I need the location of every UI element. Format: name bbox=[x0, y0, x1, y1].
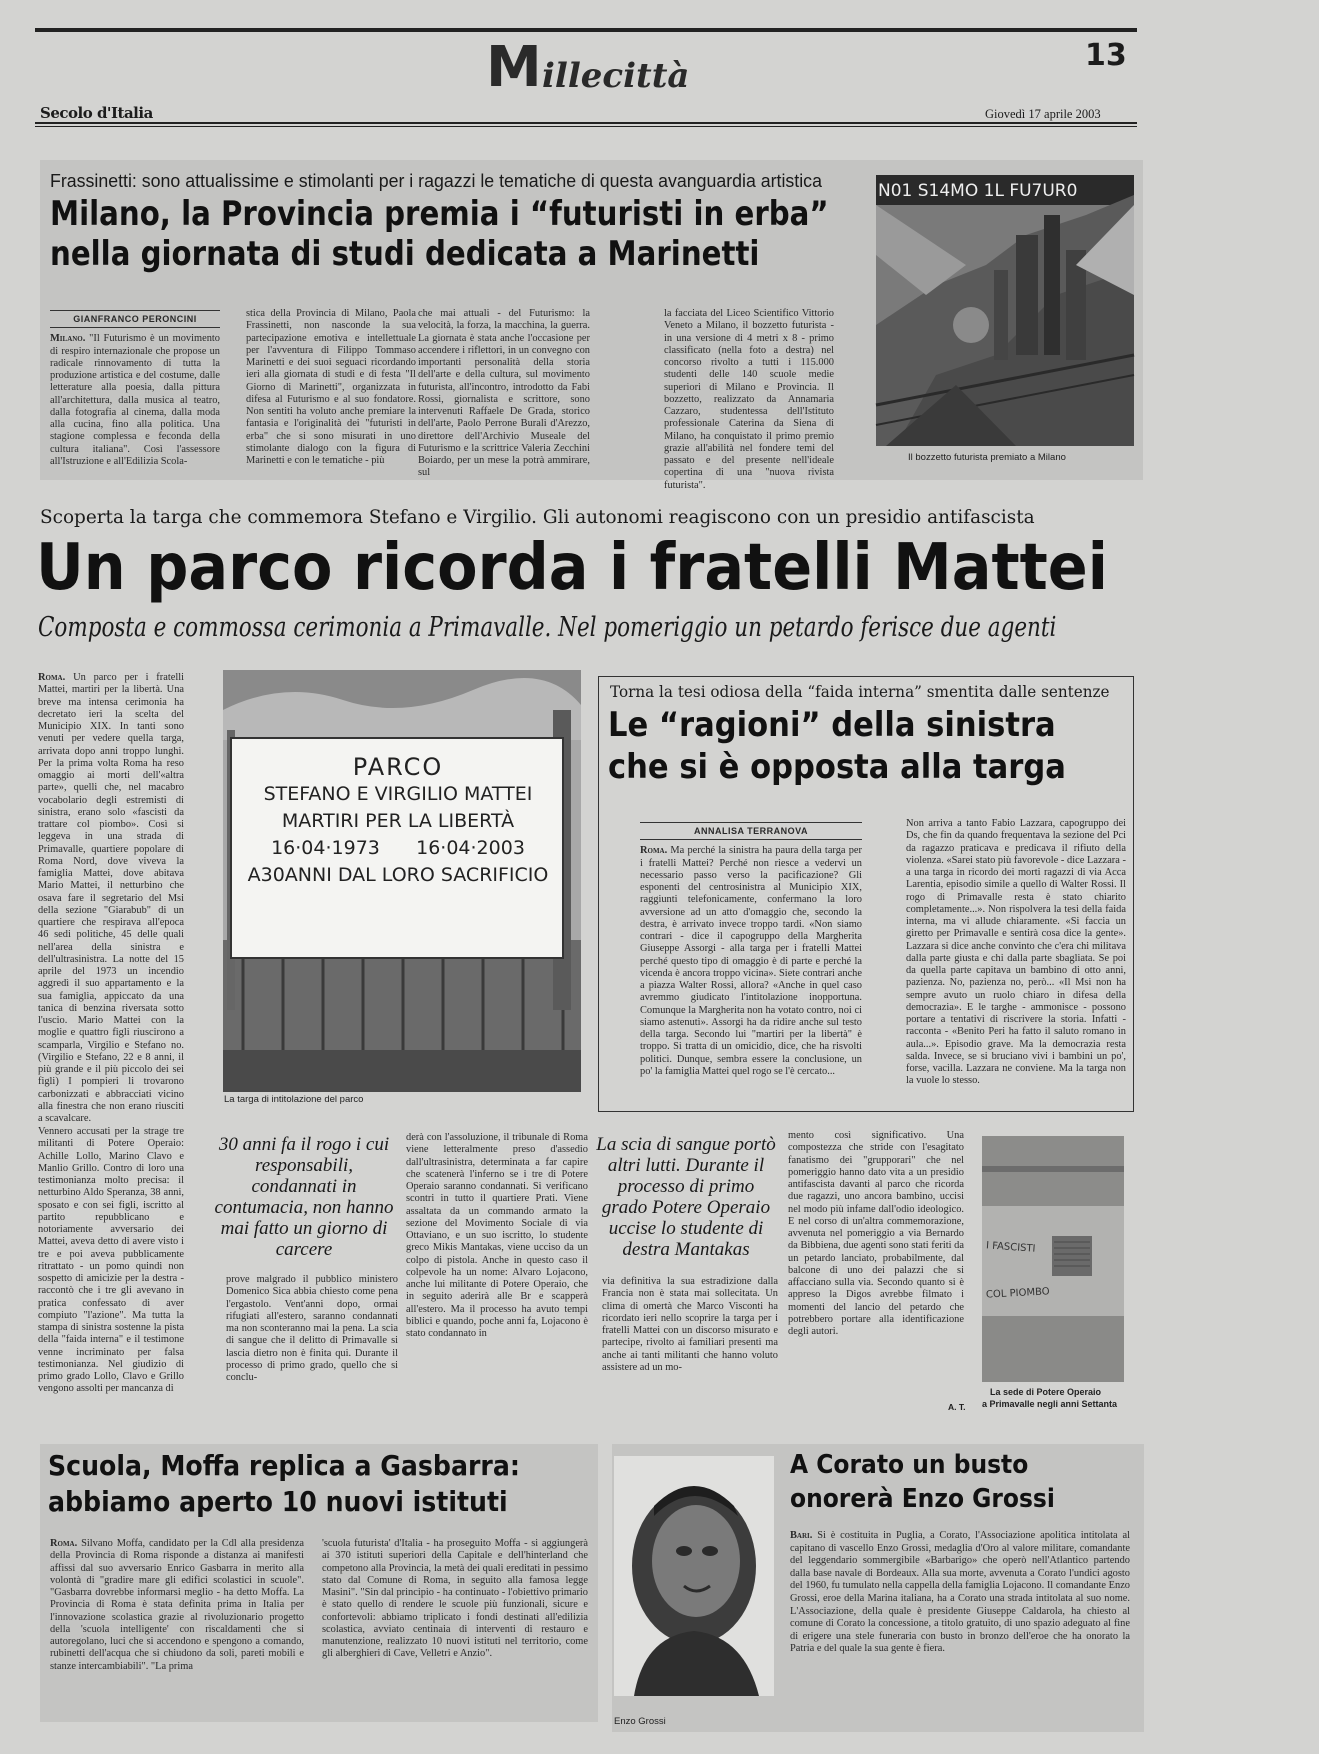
article1-text-1: "Il Futurismo è un movimento di respiro internazionale che propose un radicale rinnovamento di tutta la produzione artistica e del costume, dalle letterature alla poesia, dalla pittura all'architettura, dalla musica al teatro, dalla fotografia al cinema, dalla moda alla cucina, fino alla politica. Una stagione complessa e feconda della cultura italiana". Così l'assessore all'Istruzione e all'Edilizia Scola- bbox=[50, 333, 220, 467]
article1-dateline: Milano. bbox=[50, 333, 86, 345]
article2-text-1b: Vennero accusati per la strage tre militanti di Potere Operaio: Achille Lollo, Marino Clavo e Manlio Grillo. Contro di loro una testimonianza molto precisa: il netturbino Aldo Speranza, 38 anni, sposato e con sei figli, iscritto al partito repubblicano e notoriamente avversario dei Mattei, aveva detto di avere visto i tre e poi aveva pubblicamente ritrattato - un pomo quindi non sospetto di amicizie per la destra - raccontò che i tre gli avevano in pratica confessato di aver compiuto "l'azione". Ma tutta la stampa di sinistra sostenne la pista della "faida interna" e il testimone venne incriminato per falsa testimonianza. Nel giudizio di primo grado Lollo, Clavo e Grillo vengono assolti per mancanza di bbox=[38, 1126, 184, 1395]
futurist-artwork-image bbox=[876, 175, 1134, 446]
sidebar-col-2 bbox=[906, 818, 1126, 1098]
masthead-rule bbox=[35, 122, 1137, 124]
potere-operaio-photo bbox=[982, 1136, 1124, 1382]
article4-dateline: Bari. bbox=[790, 1530, 813, 1541]
plaque-line-5: A30ANNI DAL LORO SACRIFICIO bbox=[247, 864, 549, 886]
section-initial: M bbox=[486, 35, 542, 100]
sidebar-text-2: Non arriva a tanto Fabio Lazzara, capogruppo dei Ds, che fin da quando frequentava la sezione del Pci da ragazzo praticava e predicava il rifiuto della violenza. «Sarei stato più favorevole - dice Lazzara - a una targa in ricordo dei morti ragazzi di via Acca Larentia, episodio simile a quello di Walter Rossi. Il rogo di Primavalle resta è stato chiarito completamente...». Non rispolvera la tesi della faida interna, ma vi allude chiaramente. «Si faccia un giretto per Primavalle e sentirà cosa dice la gente». Lazzara si dice anche convinto che c'era chi militava dalla parte giusta e chi dalla parte sbagliata. Se poi da quella parte capitava un bambino di otto anni, pazienza. No, pazienza no, però... «Il Msi non ha sempre avuto un ruolo chiaro in difesa della democrazia». E le targhe - ammonisce - possono portare a tentativi di riscrivere la storia. Infatti - racconta - «Benito Peri ha fatto il saluto romano in aula...». Episodio grave. Ma la democrazia resta salda. Invece, se si bruciano vivi i bambini un po', forse, vacilla. Lazzara ne conviene. Ma la targa non la vuole lo stesso. bbox=[906, 818, 1126, 1087]
plaque-line-1: PARCO bbox=[352, 753, 444, 781]
article2-signature: A. T. bbox=[948, 1402, 966, 1412]
article1-col-4 bbox=[664, 308, 834, 491]
sidebar-byline: ANNALISA TERRANOVA bbox=[640, 822, 862, 840]
article1-col-3 bbox=[418, 308, 590, 479]
sidebar-kicker: Torna la tesi odiosa della “faida interna” smentita dalle sentenze bbox=[610, 682, 1110, 701]
article4-body bbox=[790, 1530, 1130, 1726]
article2-col-2 bbox=[226, 1274, 398, 1442]
article2-text-1: Un parco per i fratelli Mattei, martiri per la libertà. Una breve ma intensa cerimonia ha decretato ieri la scelta del Municipio XIX. In tanti sono venuti per vedere quella targa, arrivata dopo anni troppo lunghi. Per la prima volta Roma ha reso omaggio ai morti dell'«altra parte», quelli che, nel macabro vocabolario degli estremisti di sinistra, erano solo «fascisti da trattare col piombo». Così si leggeva in una strada di Primavalle, quartiere popolare di Roma Nord, dove viveva la famiglia Mattei, dove abitava Mario Mattei, il netturbino che osava fare il segretario del Msi della sezione "Giarabub" di un quartiere che respirava all'epoca 46 sedi politiche, 45 delle quali nell'area della sinistra e dell'ultrasinistra. La notte del 15 aprile del 1973 un incendio aggredì il suo appartamento e la sua famiglia, appiccato da una tanica di benzina riversata sotto l'uscio. Mario Mattei con la moglie e quattro figli riuscirono a scamparla, Virgilio e Stefano no. (Virgilio e Stefano, 22 e 8 anni, il più grande e il più piccolo dei sei figli) I pompieri li trovarono carbonizzati e abbracciati vicino alla finestra che non erano riusciti a scavalcare. bbox=[38, 672, 184, 1124]
article2-col-5 bbox=[788, 1130, 964, 1436]
article1-headline: Milano, la Provincia premia i “futuristi in erba” nella giornata di studi dedicata a Marinetti bbox=[50, 194, 829, 274]
sidebar-text-1: Ma perché la sinistra ha paura della targa per i fratelli Mattei? Perché non riesce a vedervi un necessario passo verso la pacificazione? Gli esponenti del centrosinistra al Municipio XIX, raggiunti telefonicamente, confermano la loro avversione ad un atto d'omaggio che, secondo la destra, è arrivato invece troppo tardi. «Non siamo contrari - dice il capogruppo della Margherita Giuseppe Assorgi - alla targa per i fratelli Mattei perché questo tipo di omaggio è di parte e perché la vicenda è ancora troppo vicina». Siete contrari anche a piazza Walter Rossi, allora? «Anche in quel caso avremmo giudicato l'intitolazione inopportuna. Comunque la Margherita non ha votato contro, noi ci siamo astenuti». Assorgi ha da ridire anche sul testo della targa. Secondo lui "martiri per la libertà" è troppo. Si tratta di un omicidio, dice, che ha risvolti politici. Dunque, sembra essere la conclusione, un po' la famiglia Mattei quel rogo se l'è cercato... bbox=[640, 845, 862, 1077]
article1-text-3: che mai attuali - del Futurismo: la velocità, la forza, la macchina, la guerra. La giornata è stata anche l'occasione per accendere i riflettori, in un convegno con importanti personalità della storia dell'arte e della cultura, sul movimento futurista, all'incontro, introdotto da Fabi Rossi, giornalista e scrittore, sono intervenuti Raffaele De Grada, storico dell'arte, Paolo Perrone Burali d'Arezzo, direttore dell'Archivio Museale del Futurismo e la scrittrice Valeria Zecchini Boiardo, per un mese la potrà ammirare, sul bbox=[418, 308, 590, 479]
sidebar-headline: Le “ragioni” della sinistra che si è opposta alla targa bbox=[608, 705, 1066, 787]
artwork-caption: Il bozzetto futurista premiato a Milano bbox=[908, 452, 1066, 463]
article3-text-1: Silvano Moffa, candidato per la Cdl alla presidenza della Provincia di Roma risponde a distanza ai manifesti affissi dal suo avversario Enrico Gasbarra in merito alla volontà di "gradire mare gli edifici scolastici in scuole". "Gasbarra dovrebbe informarsi meglio - ha detto Moffa. La Provincia di Roma è stata definita prima in Italia per l'innovazione scolastica grazie al rivoluzionario progetto della 'scuola intelligente' con riscaldamenti che si autoregolano, luci che si accendono e spengono a comando, rubinetti dell'acqua che si chiudono da soli, pareti mobili e stanze intercambiabili". "La prima bbox=[50, 1538, 304, 1672]
article2-pullquote-1: 30 anni fa il rogo i cui responsabili, condannati in contumacia, non hanno mai fatto un giorno di carcere bbox=[214, 1134, 394, 1260]
article4-headline: A Corato un busto onorerà Enzo Grossi bbox=[790, 1450, 1055, 1514]
article2-headline: Un parco ricorda i fratelli Mattei bbox=[36, 531, 1108, 605]
article3-col-2 bbox=[322, 1538, 588, 1714]
plaque-line-2: STEFANO E VIRGILIO MATTEI bbox=[263, 783, 533, 805]
article2-text-5: mento così significativo. Una compostezza che stride con l'esagitato fanatismo dei "grupporari" che nel pomeriggio hanno dato vita a un presidio antifascista davanti al parco che ricorda due ragazzi, uno ancora bambino, uccisi nel modo più infame dall'odio ideologico. E nel corso di un'altra commemorazione, avvenuta nel pomeriggio a via Bernardo da Bibbiena, due agenti sono stati feriti da un petardo lanciato, probabilmente, dal balcone di uno dei palazzi che si affacciano sulla via. Secondo quanto si è appreso la Digos avrebbe filmato i momenti del lancio del petardo che potrebbero portare alla identificazione degli autori. bbox=[788, 1130, 964, 1337]
potere-operaio-caption-line-1: La sede di Potere Operaio bbox=[990, 1387, 1102, 1397]
article1-text-2: stica della Provincia di Milano, Paola Frassinetti, non nasconde la sua partecipazione emotiva e intellettuale per l'avventura di Filippo Tommaso Marinetti e dei suoi seguaci ricordando ieri alla giornata di studi e di festa "Il Giorno di Marinetti", organizzata in difesa al Futurismo e al suo fondatore. Non sentiti ha voluto anche premiare la fantasia e l'originalità dei "futuristi in erba" che si sono misurati in uno stimolante dialogo con la figura di Marinetti e con le tematiche - più bbox=[246, 308, 416, 466]
wall-writing-1: I FASCISTI bbox=[985, 1240, 1036, 1255]
wall-writing-2: COL PIOMBO bbox=[985, 1286, 1050, 1301]
article3-dateline: Roma. bbox=[50, 1538, 78, 1549]
sidebar-dateline: Roma. bbox=[640, 845, 668, 857]
potere-operaio-caption bbox=[982, 1386, 1117, 1410]
article2-subhead: Composta e commossa cerimonia a Primavalle. Nel pomeriggio un petardo ferisce due agenti bbox=[38, 612, 1057, 643]
masthead-rule-thin bbox=[35, 126, 1137, 127]
issue-date: Giovedì 17 aprile 2003 bbox=[985, 107, 1101, 121]
article3-headline: Scuola, Moffa replica a Gasbarra: abbiamo aperto 10 nuovi istituti bbox=[48, 1449, 520, 1518]
article2-dateline: Roma. bbox=[38, 672, 66, 683]
article2-col-1 bbox=[38, 672, 184, 1124]
potere-operaio-caption-line-2: a Primavalle negli anni Settanta bbox=[982, 1399, 1118, 1409]
paper-name: Secolo d'Italia bbox=[40, 104, 153, 122]
article1-text-4: la facciata del Liceo Scientifico Vittorio Veneto a Milano, il bozzetto futurista - in una versione di 4 metri x 8 - primo classificato (nella foto a destra) nel concorso rivolto a tutti i 115.000 studenti delle 140 scuole medie superiori di Milano e Provincia. Il bozzetto, realizzato da Annamaria Cazzaro, studentessa dell'Istituto professionale Caterina da Siena di Milano, ha conquistato il primo premio grazie all'abilità nel fondere temi del passato e del presente nell'ideale copertina di una "nuova rivista futurista". bbox=[664, 308, 834, 491]
plaque-line-3: MARTIRI PER LA LIBERTÀ bbox=[281, 810, 515, 832]
plaque-text bbox=[235, 754, 561, 889]
article3-text-2: 'scuola futurista' d'Italia - ha proseguito Moffa - si aggiungerà ai 370 istituti superiori della Capitale e dell'hinterland che competono alla Provincia, la metà dei quali ereditati in pessimo stato dal Comune di Roma, in seguito alla famosa legge Masini". "Sin dal principio - ha continuato - l'obiettivo primario è stato quello di rendere le scuole più funzionali, sicure e confortevoli: abbiamo triplicato i fondi destinati all'edilizia scolastica, avviato centinaia di interventi di restauro e manutenzione, realizzato 10 nuovi istituti nel territorio, come gli alberghieri di Cave, Velletri e Anzio". bbox=[322, 1538, 588, 1660]
article1-col-2 bbox=[246, 308, 416, 470]
enzo-grossi-photo bbox=[614, 1456, 774, 1696]
park-plaque-photo bbox=[223, 670, 581, 1092]
top-rule bbox=[35, 28, 1137, 32]
article1-byline: GIANFRANCO PERONCINI bbox=[50, 310, 220, 328]
article2-col-3 bbox=[406, 1132, 588, 1448]
article1-kicker: Frassinetti: sono attualissime e stimolanti per i ragazzi le tematiche di questa avanguardia artistica bbox=[50, 170, 822, 191]
page-number: 13 bbox=[1085, 38, 1127, 73]
enzo-grossi-caption: Enzo Grossi bbox=[614, 1716, 666, 1727]
article4-text: Si è costituita in Puglia, a Corato, l'Associazione apolitica intitolata al capitano di vascello Enzo Grossi, medaglia d'Oro al valore militare, comandante del leggendario sommergibile «Barbarigo» che operò nell'Atlantico partendo dalla base navale di Bordeaux. Alla sua morte, avvenuta a Corato l'undici agosto del 1960, fu tumulato nella cappella della famiglia Lojacono. Il comandante Enzo Grossi, eroe della Marina italiana, ha a Corato una strada intitolata al suo nome. L'Associazione, della quale è presidente Giuseppe Caldarola, ha chiesto al comune di Corato la concessione, a titolo gratuito, di uno spazio adeguato al fine di erigere una stele funeraria con busto in bronzo dell'eroe che ha onorato la Patria e del quale la sua gente è fiera. bbox=[790, 1530, 1130, 1655]
article2-text-2: prove malgrado il pubblico ministero Domenico Sica abbia chiesto come pena l'ergastolo. Vent'anni dopo, ormai rifugiati all'estero, saranno condannati ma non sconteranno mai la pena. La scia di sangue che il delitto di Primavalle si lascia dietro non è finita qui. Durante il processo di primo grado, quello che si conclu- bbox=[226, 1274, 398, 1383]
article1-col-1 bbox=[50, 310, 220, 470]
artwork-title-text: N01 S14MO 1L FU7UR0 bbox=[878, 181, 1078, 201]
plaque-line-4: 16·04·1973 16·04·2003 bbox=[271, 837, 525, 859]
plaque-photo-caption: La targa di intitolazione del parco bbox=[224, 1094, 364, 1105]
article2-col-4 bbox=[602, 1276, 778, 1444]
article2-pullquote-2: La scia di sangue portò altri lutti. Durante il processo di primo grado Potere Operaio uccise lo studente di destra Mantakas bbox=[596, 1134, 776, 1260]
article2-kicker: Scoperta la targa che commemora Stefano e Virgilio. Gli autonomi reagiscono con un presidio antifascista bbox=[40, 506, 1035, 528]
article2-text-3: derà con l'assoluzione, il tribunale di Roma viene letteralmente preso d'assedio dall'ultrasinistra, determinata a far capire che scatenerà l'inferno se i tre di Potere Operaio saranno condannati. Si verificano scontri in tutto il quartiere Prati. Viene assaltata da un commando armato la sezione del Movimento Sociale di via Ottaviano, e un suo iscritto, lo studente greco Mikis Mantakas, viene ucciso da un colpo di pistola. Anche in questo caso il colpevole ha un nome: Alvaro Lojacono, anche lui militante di Potere Operaio, che in seguito aderirà alle Br e scapperà all'estero. Ma il processo ha avuto tempi biblici e quando, poche anni fa, Lojacono è stato condannato in bbox=[406, 1132, 588, 1339]
article3-col-1 bbox=[50, 1538, 304, 1714]
article2-text-4: via definitiva la sua estradizione dalla Francia non è stata mai sollecitata. Un clima di omertà che Marco Visconti ha ricordato ieri nello scoprire la targa per i fratelli Mattei con un discorso misurato e partecipe, rivolto ai familiari presenti ma anche ai tanti militanti che hanno voluto assistere ad un mo- bbox=[602, 1276, 778, 1373]
sidebar-col-1 bbox=[640, 822, 862, 1098]
section-title: illecittà bbox=[542, 56, 690, 96]
